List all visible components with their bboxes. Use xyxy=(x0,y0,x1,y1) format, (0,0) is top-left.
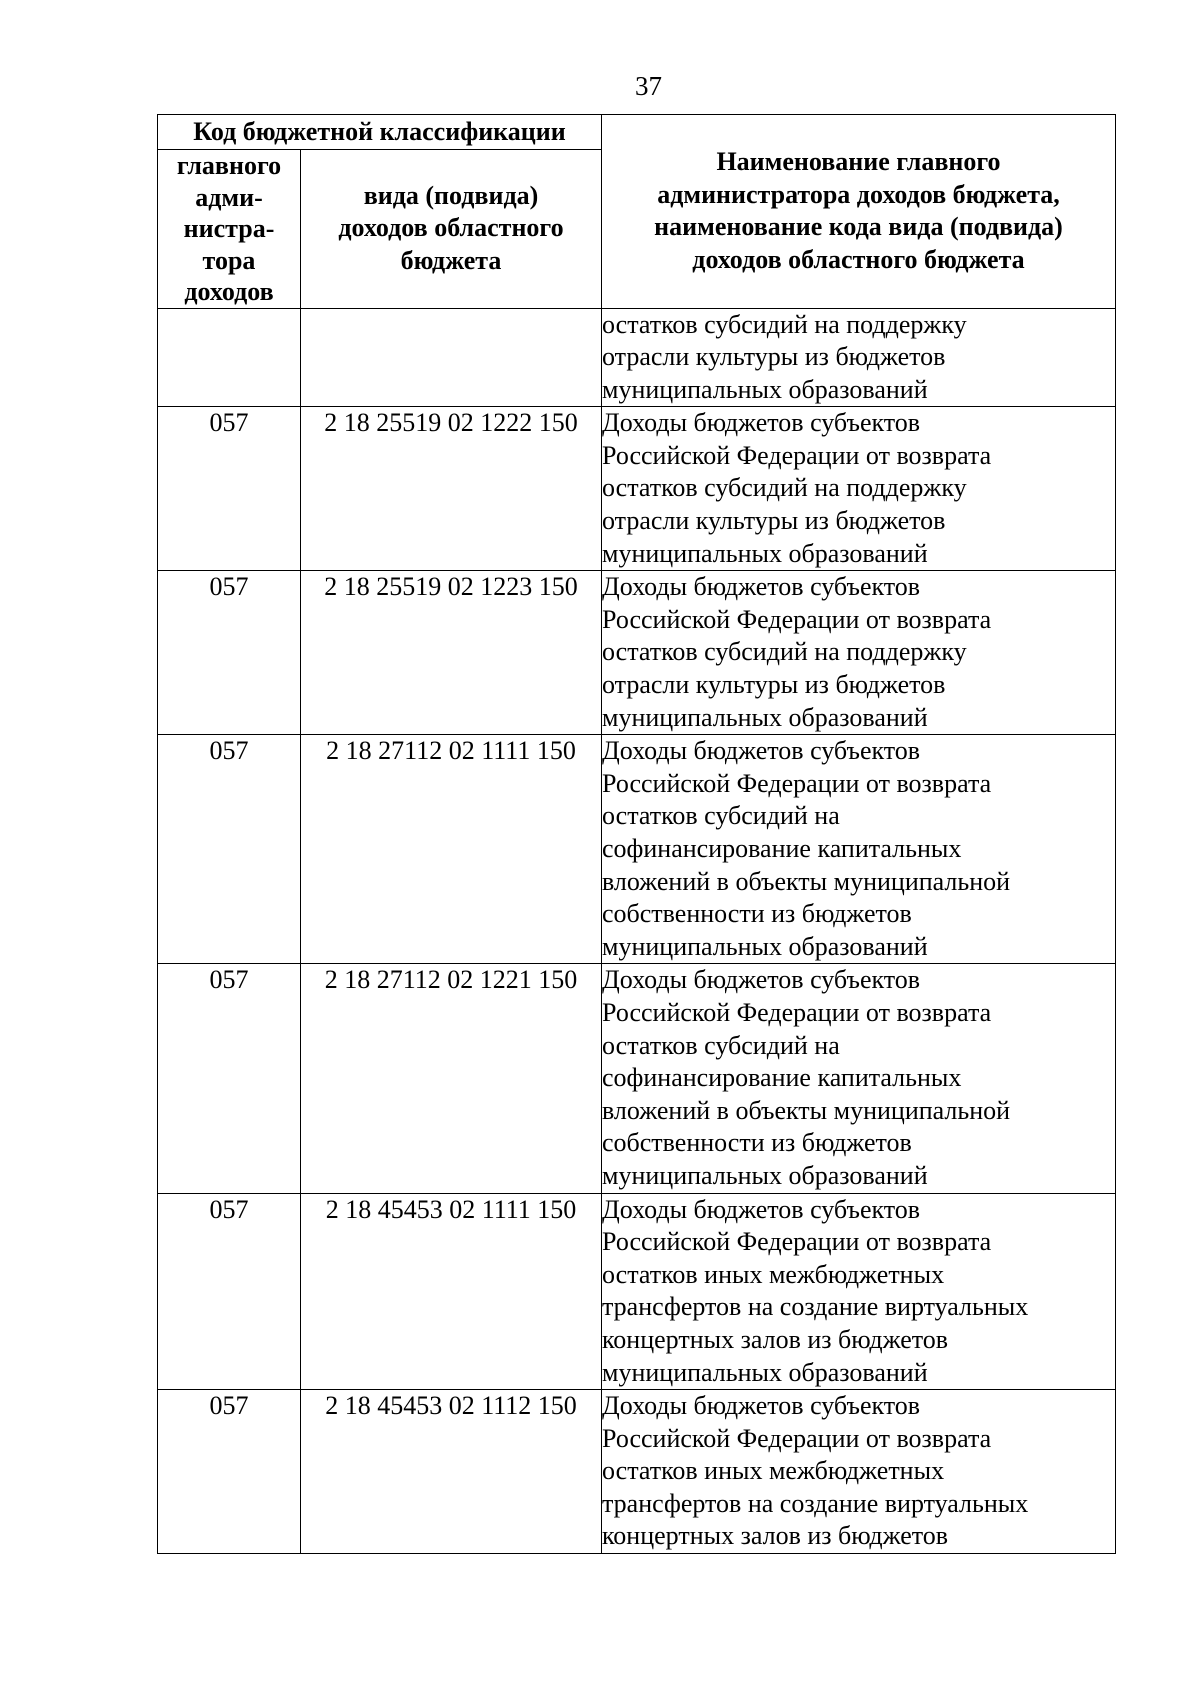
name-line: собственности из бюджетов xyxy=(602,1128,912,1158)
revenue-code-cell: 2 18 25519 02 1223 150 xyxy=(301,571,602,735)
revenue-name-cell xyxy=(602,1193,1116,1390)
revenue-code-cell xyxy=(301,308,602,407)
header-line: доходов xyxy=(184,277,274,306)
revenue-code-cell: 2 18 27112 02 1111 150 xyxy=(301,735,602,964)
revenue-code-cell: 2 18 27112 02 1221 150 xyxy=(301,964,602,1193)
admin-code-cell: 057 xyxy=(158,1390,301,1554)
name-line: Доходы бюджетов субъектов xyxy=(602,736,921,766)
header-line: вида (подвида) xyxy=(363,180,539,210)
name-line: отрасли культуры из бюджетов xyxy=(602,670,946,700)
name-line: муниципальных образований xyxy=(602,702,928,732)
table-row xyxy=(158,571,1116,735)
table-row xyxy=(158,964,1116,1193)
name-line: трансфертов на создание виртуальных xyxy=(602,1292,1029,1322)
name-line: остатков субсидий на поддержку xyxy=(602,637,967,667)
name-line: отрасли культуры из бюджетов xyxy=(602,506,946,536)
budget-classification-table xyxy=(157,114,1116,1554)
header-group-title: Код бюджетной классификации xyxy=(158,115,602,150)
revenue-code-cell: 2 18 45453 02 1112 150 xyxy=(301,1390,602,1554)
table-row xyxy=(158,308,1116,407)
header-col-admin xyxy=(158,150,301,309)
admin-code-cell: 057 xyxy=(158,964,301,1193)
name-line: муниципальных образований xyxy=(602,1160,928,1190)
header-line: тора xyxy=(202,245,256,275)
revenue-name-cell xyxy=(602,735,1116,964)
table-row xyxy=(158,1193,1116,1390)
header-line: главного xyxy=(176,151,282,180)
admin-code-cell: 057 xyxy=(158,735,301,964)
name-line: остатков иных межбюджетных xyxy=(602,1456,945,1486)
revenue-code-cell: 2 18 25519 02 1222 150 xyxy=(301,407,602,571)
header-line: доходов областного xyxy=(338,213,564,243)
header-line: нистра- xyxy=(183,214,275,243)
admin-code-cell: 057 xyxy=(158,407,301,571)
header-line: Наименование главного xyxy=(716,147,1001,177)
revenue-name-cell xyxy=(602,308,1116,407)
name-line: Доходы бюджетов субъектов xyxy=(602,572,921,602)
name-line: Доходы бюджетов субъектов xyxy=(602,965,921,995)
table-body xyxy=(158,308,1116,1554)
table-row xyxy=(158,1390,1116,1554)
name-line: муниципальных образований xyxy=(602,374,928,404)
name-line: Российской Федерации от возврата xyxy=(602,1227,992,1257)
name-line: Доходы бюджетов субъектов xyxy=(602,1391,921,1421)
name-line: концертных залов из бюджетов xyxy=(602,1521,949,1551)
name-line: остатков иных межбюджетных xyxy=(602,1259,945,1289)
name-line: софинансирование капитальных xyxy=(602,834,962,863)
header-line: администратора доходов бюджета, xyxy=(657,179,1060,209)
name-line: софинансирование капитальных xyxy=(602,1063,962,1093)
name-line: трансфертов на создание виртуальных xyxy=(602,1488,1029,1518)
name-line: Российской Федерации от возврата xyxy=(602,440,992,470)
revenue-code-cell: 2 18 45453 02 1111 150 xyxy=(301,1193,602,1390)
revenue-name-cell xyxy=(602,571,1116,735)
name-line: остатков субсидий на xyxy=(602,1030,840,1060)
name-line: остатков субсидий на поддержку xyxy=(602,309,967,339)
name-line: Доходы бюджетов субъектов xyxy=(602,1194,921,1224)
name-line: остатков субсидий на поддержку xyxy=(602,473,967,503)
name-line: Российской Федерации от возврата xyxy=(602,1423,992,1453)
name-line: Российской Федерации от возврата xyxy=(602,768,992,798)
name-line: Российской Федерации от возврата xyxy=(602,997,992,1027)
admin-code-cell: 057 xyxy=(158,1193,301,1390)
name-line: отрасли культуры из бюджетов xyxy=(602,342,946,372)
admin-code-cell: 057 xyxy=(158,571,301,735)
name-line: муниципальных образований xyxy=(602,538,928,568)
header-line: наименование кода вида (подвида) xyxy=(654,212,1063,242)
table-header xyxy=(158,115,1116,309)
revenue-name-cell xyxy=(602,964,1116,1193)
name-line: вложений в объекты муниципальной xyxy=(602,866,1011,896)
header-line: доходов областного бюджета xyxy=(692,244,1025,274)
name-line: собственности из бюджетов xyxy=(602,899,912,929)
header-line: бюджета xyxy=(400,246,502,276)
name-line: остатков субсидий на xyxy=(602,801,840,831)
revenue-name-cell xyxy=(602,1390,1116,1554)
admin-code-cell xyxy=(158,308,301,407)
name-line: муниципальных образований xyxy=(602,931,928,961)
revenue-name-cell xyxy=(602,407,1116,571)
page-number: 37 xyxy=(635,71,662,101)
name-line: вложений в объекты муниципальной xyxy=(602,1095,1011,1125)
name-line: Российской Федерации от возврата xyxy=(602,604,992,634)
header-col-code xyxy=(301,150,602,309)
name-line: концертных залов из бюджетов xyxy=(602,1324,949,1354)
name-line: муниципальных образований xyxy=(602,1357,928,1387)
name-line: Доходы бюджетов субъектов xyxy=(602,408,921,438)
header-line: адми- xyxy=(195,182,263,212)
header-col-name xyxy=(602,115,1116,309)
table-row xyxy=(158,735,1116,964)
table-row xyxy=(158,407,1116,571)
